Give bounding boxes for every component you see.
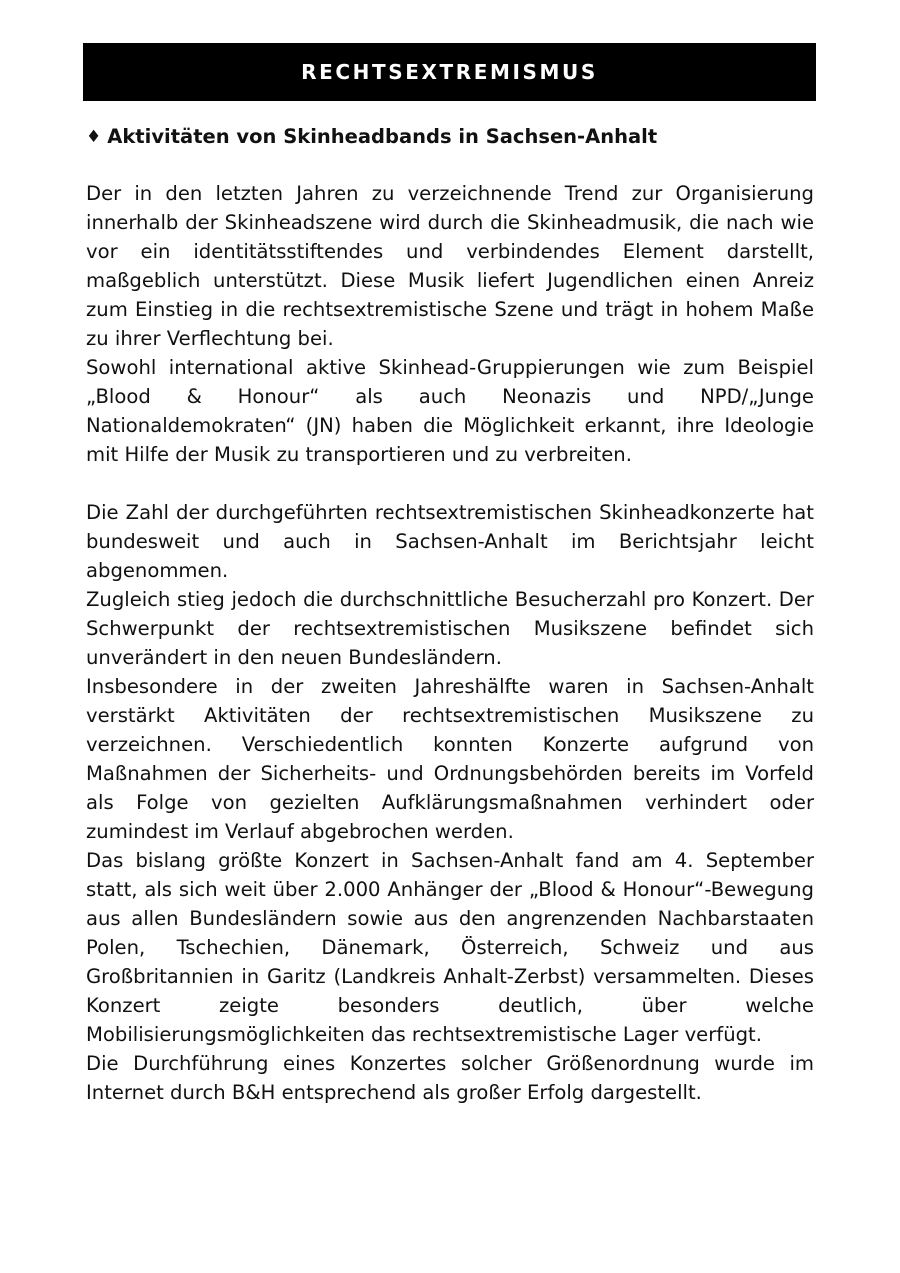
section-heading-text: Aktivitäten von Skinheadbands in Sachsen-Anhalt [107,125,658,148]
paragraph-second-half: Insbesondere in der zweiten Jahreshälfte waren in Sachsen-Anhalt verstärkt Aktivitäten der rechtsextremistischen Musikszene zu verzeichnen. Verschiedentlich konnten Konzerte aufgrund von Maßnahmen der Sicherheits- und Ordnungsbehörden bereits im Vorfeld als Folge von gezielten Aufklärungsmaßnahmen verhindert oder zumindest im Verlauf abgebrochen werden. [86,675,814,843]
paragraph-largest-concert: Das bislang größte Konzert in Sachsen-Anhalt fand am 4. September statt, als sich weit über 2.000 Anhänger der „Blood & Honour“-Bewegung aus allen Bundesländern sowie aus den angrenzenden Nachbarstaaten Polen, Tschechien, Dänemark, Österreich, Schweiz und aus Großbritannien in Garitz (Landkreis Anhalt-Zerbst) versammelten. Dieses Konzert zeigte besonders deutlich, über welche Mobilisierungsmöglichkeiten das rechtsextremistische Lager verfügt. [86,849,814,1046]
paragraph-visitor-count: Zugleich stieg jedoch die durchschnittliche Besucherzahl pro Konzert. Der Schwerpunkt der rechtsextremistischen Musikszene befindet sich unverändert in den neuen Bundesländern. [86,588,814,669]
diamond-bullet-icon: ♦ [86,127,102,147]
spacer [86,469,814,498]
page-header-bar [83,43,816,101]
paragraph-ideology: Sowohl international aktive Skinhead-Gruppierungen wie zum Beispiel „Blood & Honour“ als auch Neonazis und NPD/„Junge Nationaldemokraten“ (JN) haben die Möglichkeit erkannt, ihre Ideologie mit Hilfe der Musik zu transportieren und zu verbreiten. [86,356,814,466]
section-heading [86,120,814,154]
paragraph-internet: Die Durchführung eines Konzertes solcher Größenordnung wurde im Internet durch B&H entsprechend als großer Erfolg dargestellt. [86,1052,814,1104]
document-body [86,120,814,1107]
spacer [86,154,814,179]
paragraph-concert-count: Die Zahl der durchgeführten rechtsextremistischen Skinheadkonzerte hat bundesweit und auch in Sachsen-Anhalt im Berichtsjahr leicht abgenommen. [86,501,814,582]
page-title: RECHTSEXTREMISMUS [301,60,598,84]
paragraph-trend: Der in den letzten Jahren zu verzeichnende Trend zur Organisierung innerhalb der Skinheadszene wird durch die Skinheadmusik, die nach wie vor ein identitätsstiftendes und verbindendes Element darstellt, maßgeblich unterstützt. Diese Musik liefert Jugendlichen einen Anreiz zum Einstieg in die rechtsextremistische Szene und trägt in hohem Maße zu ihrer Verflechtung bei. [86,182,814,350]
